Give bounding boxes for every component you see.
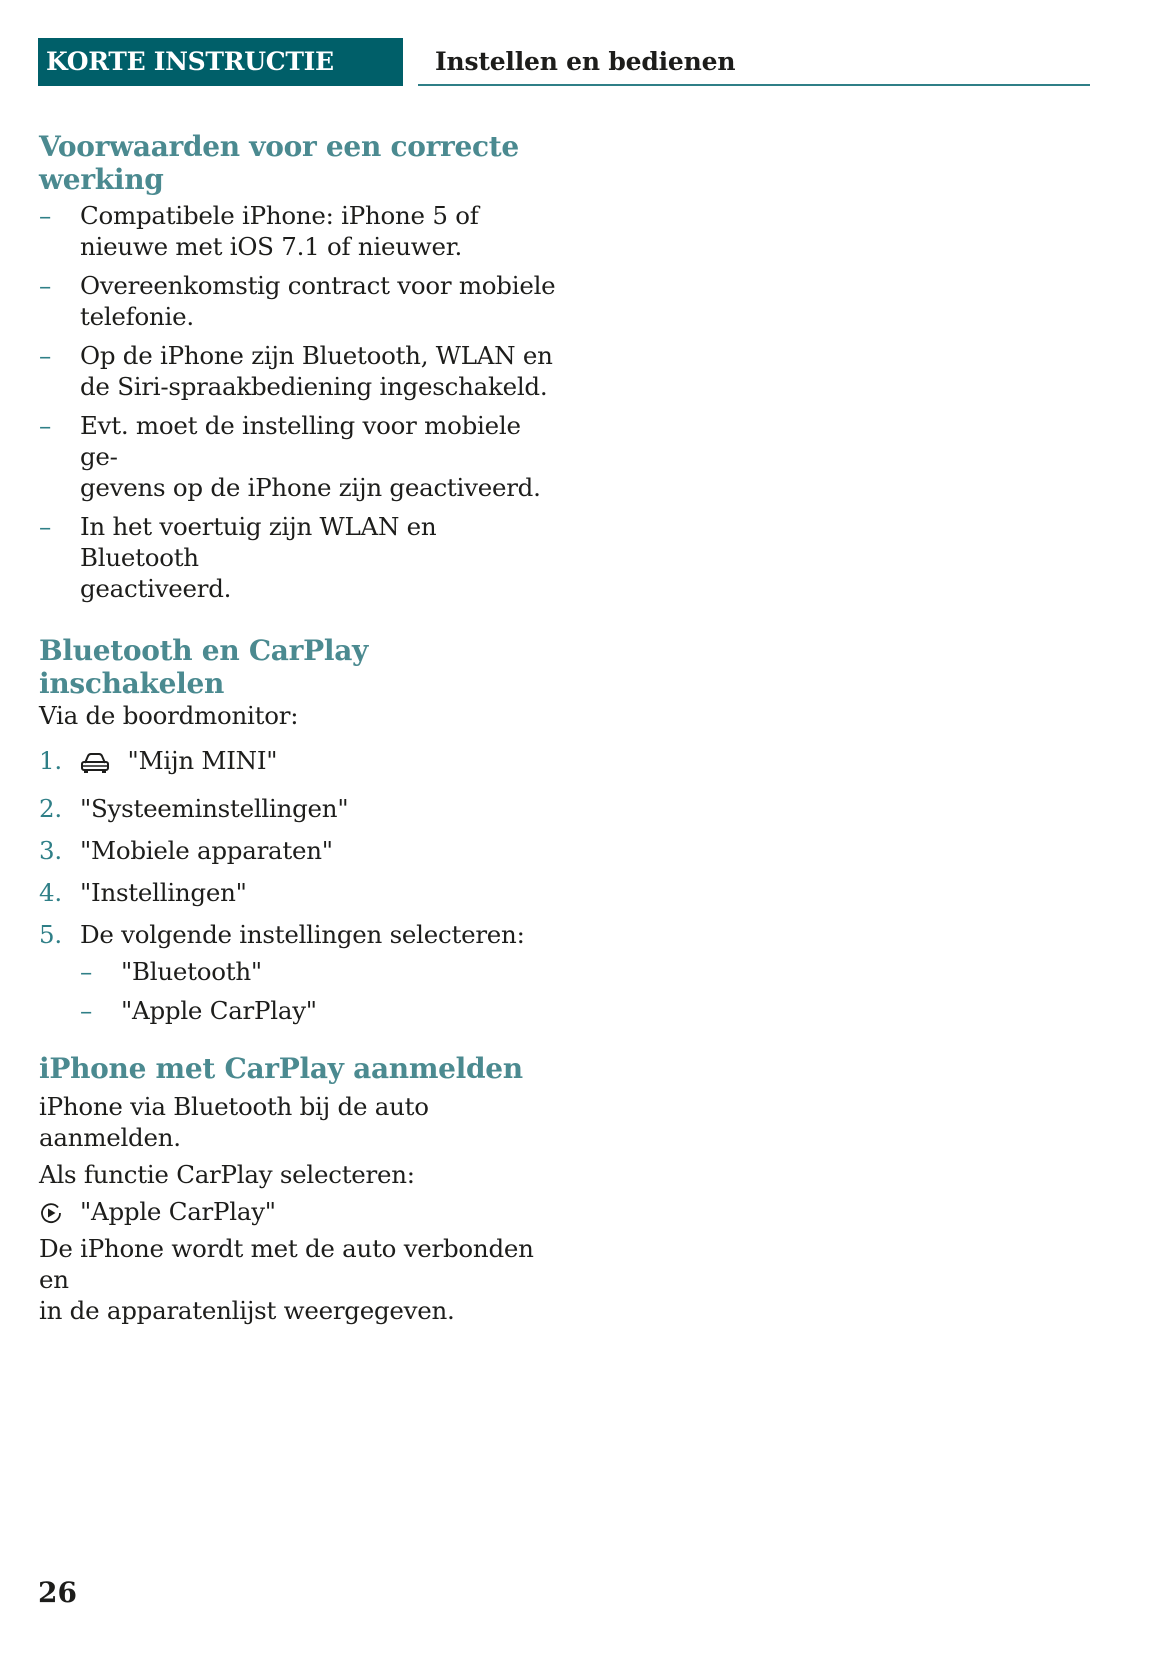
carplay-option-text: "Apple CarPlay": [80, 1197, 276, 1226]
list-item-line: gevens op de iPhone zijn geactiveerd.: [80, 473, 541, 502]
steps-list: [39, 745, 559, 1026]
step-text: "Instellingen": [80, 878, 247, 907]
dash-bullet: –: [39, 201, 51, 230]
register-heading-text: iPhone met CarPlay aanmelden: [39, 1052, 523, 1085]
enable-heading-text: Bluetooth en CarPlay inschakelen: [39, 634, 369, 700]
sub-list-item: [80, 956, 559, 987]
dash-bullet: –: [80, 957, 92, 986]
dash-bullet: –: [80, 996, 92, 1025]
list-item: [39, 511, 559, 604]
step-text: "Mijn MINI": [127, 746, 278, 775]
list-item: [39, 410, 559, 503]
list-item-line: Evt. moet de instelling voor mobiele ge-: [80, 411, 521, 471]
list-item: [39, 270, 559, 332]
list-item-line: Op de iPhone zijn Bluetooth, WLAN en: [80, 341, 553, 370]
car-icon: [80, 751, 110, 782]
list-item-line: geactiveerd.: [80, 574, 232, 603]
list-item-line: de Siri-spraakbediening ingeschakeld.: [80, 372, 548, 401]
chapter-title: Instellen en bedienen: [418, 38, 1090, 86]
requirements-heading: [39, 130, 559, 196]
dash-bullet: –: [39, 271, 51, 300]
list-item: [39, 200, 559, 262]
register-heading: [39, 1052, 559, 1085]
carplay-icon: [39, 1201, 63, 1232]
page-header: [38, 38, 1090, 86]
list-item-line: Overeenkomstig contract voor mobiele: [80, 271, 556, 300]
step-text: "Systeeminstellingen": [80, 794, 349, 823]
step-item: [39, 835, 559, 866]
enable-heading: [39, 634, 559, 700]
step-number: 2.: [39, 794, 62, 823]
register-paragraph: iPhone via Bluetooth bij de auto aanmelden.: [39, 1092, 429, 1152]
step-item: [39, 793, 559, 824]
register-result: [39, 1233, 559, 1326]
step-text: De volgende instellingen selecteren:: [80, 920, 525, 949]
register-result-line: in de apparatenlijst weergegeven.: [39, 1296, 455, 1325]
step-number: 3.: [39, 836, 62, 865]
step-number: 4.: [39, 878, 62, 907]
dash-bullet: –: [39, 512, 51, 541]
list-item-line: In het voertuig zijn WLAN en Bluetooth: [80, 512, 437, 572]
step-number: 1.: [39, 746, 62, 775]
requirements-heading-text: Voorwaarden voor een correcte werking: [39, 130, 519, 196]
requirements-list: [39, 200, 559, 604]
step-item: [39, 877, 559, 908]
section-label: KORTE INSTRUCTIE: [38, 38, 403, 86]
enable-intro: Via de boordmonitor:: [39, 701, 299, 730]
list-item-line: telefonie.: [80, 302, 194, 331]
list-item: [39, 340, 559, 402]
sub-item-text: "Apple CarPlay": [121, 996, 317, 1025]
step-item: [39, 745, 559, 782]
list-item-line: nieuwe met iOS 7.1 of nieuwer.: [80, 232, 463, 261]
sub-item-text: "Bluetooth": [121, 957, 262, 986]
sub-list-item: [80, 995, 559, 1026]
register-result-line: De iPhone wordt met de auto verbonden en: [39, 1234, 534, 1294]
carplay-option: [39, 1196, 559, 1227]
register-paragraph: Als functie CarPlay selecteren:: [39, 1160, 415, 1189]
main-content: [39, 130, 559, 1326]
sub-list: [80, 956, 559, 1026]
dash-bullet: –: [39, 411, 51, 440]
dash-bullet: –: [39, 341, 51, 370]
step-text: "Mobiele apparaten": [80, 836, 333, 865]
page-number: 26: [38, 1576, 77, 1609]
step-item: [39, 919, 559, 1026]
step-number: 5.: [39, 920, 62, 949]
list-item-line: Compatibele iPhone: iPhone 5 of: [80, 201, 479, 230]
